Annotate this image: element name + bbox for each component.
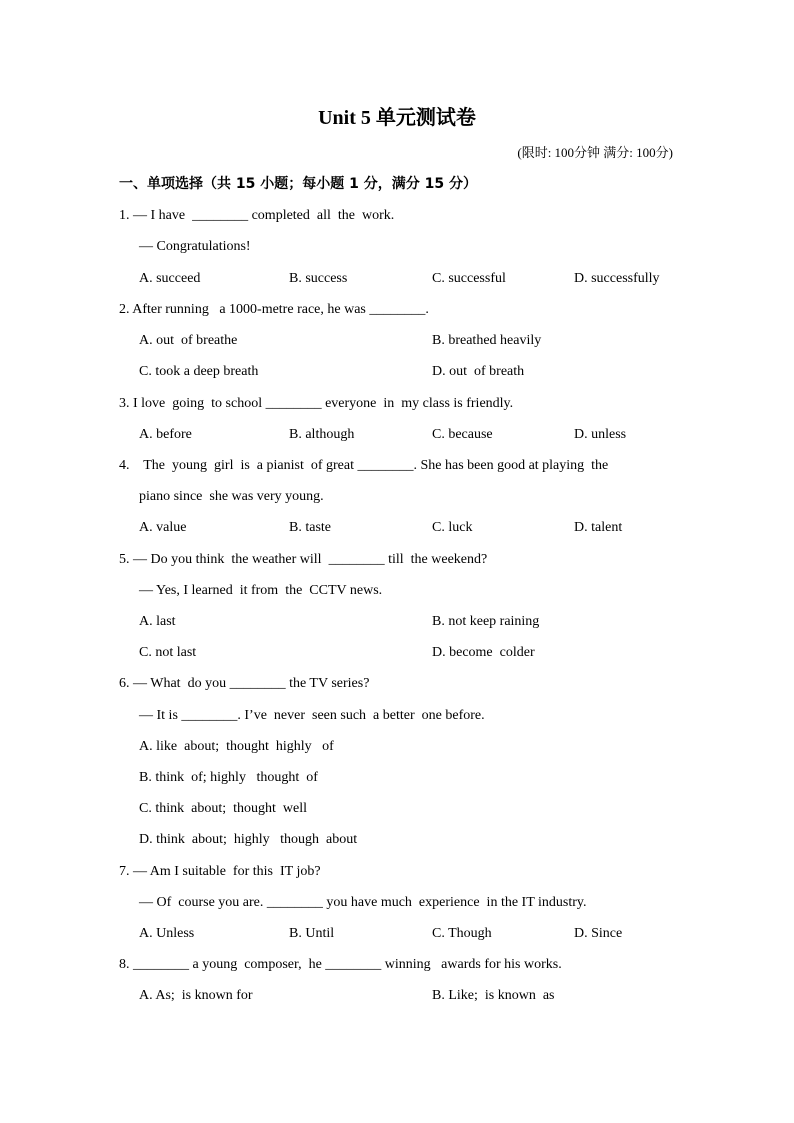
question-4-option-a: A. value <box>139 520 187 535</box>
question-6-stem: 6. — What do you ________ the TV series? <box>119 676 370 691</box>
question-3-option-c: C. because <box>432 427 493 442</box>
question-7-option-b: B. Until <box>289 926 335 941</box>
question-6-option-b: B. think of; highly thought of <box>139 770 318 785</box>
question-8-option-a: A. As; is known for <box>139 988 253 1003</box>
question-2-option-c: C. took a deep breath <box>139 364 259 379</box>
question-4-stem: 4. The young girl is a pianist of great ________. She has been good at playing the <box>119 458 609 473</box>
question-8-option-b: B. Like; is known as <box>432 988 555 1003</box>
question-4-option-c: C. luck <box>432 520 473 535</box>
question-2-stem: 2. After running a 1000-metre race, he was ________. <box>119 302 429 317</box>
question-1-option-b: B. success <box>289 271 348 286</box>
question-7-stem: 7. — Am I suitable for this IT job? <box>119 864 321 879</box>
question-7-option-c: C. Though <box>432 926 492 941</box>
question-5-stem: 5. — Do you think the weather will ________ till the weekend? <box>119 552 488 567</box>
question-2-option-a: A. out of breathe <box>139 333 238 348</box>
question-7-option-d: D. Since <box>574 926 623 941</box>
question-5-option-b: B. not keep raining <box>432 614 540 629</box>
question-1-option-c: C. successful <box>432 271 506 286</box>
page-title: Unit 5 单元测试卷 <box>318 107 476 129</box>
question-5-option-a: A. last <box>139 614 176 629</box>
question-6-option-a: A. like about; thought highly of <box>139 739 334 754</box>
time-limit: (限时: 100分钟 满分: 100分) <box>517 145 673 160</box>
question-1-reply: — Congratulations! <box>139 239 251 254</box>
question-4-option-d: D. talent <box>574 520 623 535</box>
question-6-option-d: D. think about; highly though about <box>139 832 358 847</box>
question-8-stem: 8. ________ a young composer, he ________ winning awards for his works. <box>119 957 562 972</box>
question-7-option-a: A. Unless <box>139 926 195 941</box>
question-1-option-d: D. successfully <box>574 271 660 286</box>
question-3-option-d: D. unless <box>574 427 627 442</box>
question-2-option-d: D. out of breath <box>432 364 525 379</box>
question-6-option-c: C. think about; thought well <box>139 801 307 816</box>
question-4-stem-continued: piano since she was very young. <box>139 489 324 504</box>
question-3-option-b: B. although <box>289 427 355 442</box>
question-5-option-d: D. become colder <box>432 645 535 660</box>
question-3-option-a: A. before <box>139 427 192 442</box>
question-5-reply: — Yes, I learned it from the CCTV news. <box>139 583 383 598</box>
question-7-reply: — Of course you are. ________ you have much experience in the IT industry. <box>139 895 587 910</box>
question-2-option-b: B. breathed heavily <box>432 333 542 348</box>
question-4-option-b: B. taste <box>289 520 331 535</box>
question-1-stem: 1. — I have ________ completed all the work. <box>119 208 395 223</box>
question-6-reply: — It is ________. I’ve never seen such a better one before. <box>139 708 485 723</box>
question-3-stem: 3. I love going to school ________ everyone in my class is friendly. <box>119 396 514 411</box>
question-5-option-c: C. not last <box>139 645 197 660</box>
section-heading: 一、单项选择（共 15 小题；每小题 1 分，满分 15 分） <box>119 176 477 192</box>
question-1-option-a: A. succeed <box>139 271 201 286</box>
